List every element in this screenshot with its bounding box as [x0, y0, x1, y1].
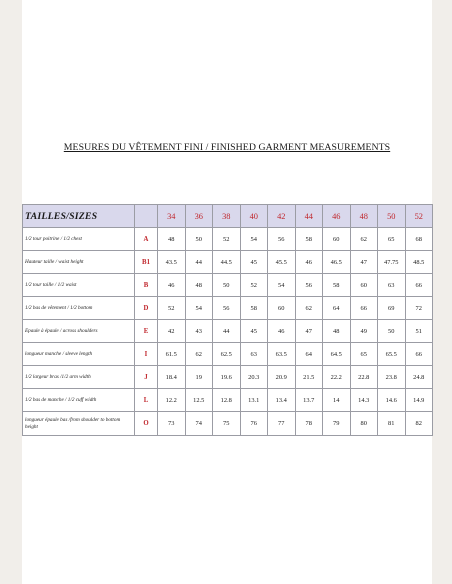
size-header-cell: 52 [405, 205, 433, 228]
measurement-value: 47.75 [378, 251, 406, 274]
measurement-value: 47 [350, 251, 378, 274]
measurement-code: E [135, 320, 158, 343]
measurement-label: longueur épaule bas /from shoulder to bottom height [23, 412, 135, 436]
size-header-cell: 36 [185, 205, 213, 228]
measurement-value: 43.5 [158, 251, 186, 274]
measurement-value: 44 [185, 251, 213, 274]
measurement-value: 65 [350, 343, 378, 366]
measurement-value: 19 [185, 366, 213, 389]
measurement-value: 45 [240, 320, 268, 343]
table-row [23, 343, 433, 366]
measurement-label: 1/2 tour taille / 1/2 waist [23, 274, 135, 297]
measurement-value: 66 [350, 297, 378, 320]
measurement-value: 52 [158, 297, 186, 320]
measurement-value: 69 [378, 297, 406, 320]
measurement-value: 12.5 [185, 389, 213, 412]
measurement-value: 60 [268, 297, 296, 320]
size-header-cell: 48 [350, 205, 378, 228]
measurement-value: 20.9 [268, 366, 296, 389]
measurement-value: 46.5 [323, 251, 351, 274]
measurement-code: O [135, 412, 158, 436]
measurement-value: 56 [213, 297, 241, 320]
measurement-value: 63 [378, 274, 406, 297]
measurement-value: 45 [240, 251, 268, 274]
measurement-value: 81 [378, 412, 406, 436]
measurement-value: 76 [240, 412, 268, 436]
measurement-value: 74 [185, 412, 213, 436]
measurement-value: 52 [240, 274, 268, 297]
measurement-label: Hauteur taille / waist height [23, 251, 135, 274]
measurement-value: 78 [295, 412, 323, 436]
measurement-value: 62 [350, 228, 378, 251]
measurement-value: 58 [240, 297, 268, 320]
measurement-value: 14.9 [405, 389, 433, 412]
measurement-value: 54 [240, 228, 268, 251]
measurement-value: 68 [405, 228, 433, 251]
table-row [23, 389, 433, 412]
measurement-label: 1/2 largeur bras /1/2 arm width [23, 366, 135, 389]
measurement-value: 61.5 [158, 343, 186, 366]
measurement-value: 46 [158, 274, 186, 297]
measurement-value: 44 [213, 320, 241, 343]
measurement-value: 48.5 [405, 251, 433, 274]
measurement-value: 12.8 [213, 389, 241, 412]
size-header-cell: 46 [323, 205, 351, 228]
measurement-value: 51 [405, 320, 433, 343]
measurement-value: 73 [158, 412, 186, 436]
measurement-value: 13.4 [268, 389, 296, 412]
table-row [23, 228, 433, 251]
measurement-value: 64.5 [323, 343, 351, 366]
measurement-value: 54 [268, 274, 296, 297]
measurement-value: 80 [350, 412, 378, 436]
measurement-value: 50 [213, 274, 241, 297]
measurement-value: 62.5 [213, 343, 241, 366]
measurement-value: 46 [268, 320, 296, 343]
measurement-value: 66 [405, 343, 433, 366]
code-header-cell [135, 205, 158, 228]
sizes-header-label: TAILLES/SIZES [23, 205, 135, 228]
table-row [23, 366, 433, 389]
measurement-value: 50 [378, 320, 406, 343]
table-row [23, 297, 433, 320]
measurement-value: 22.2 [323, 366, 351, 389]
measurement-value: 44.5 [213, 251, 241, 274]
size-header-cell: 34 [158, 205, 186, 228]
measurement-value: 20.3 [240, 366, 268, 389]
measurement-value: 60 [350, 274, 378, 297]
page-title: MESURES DU VÊTEMENT FINI / FINISHED GARMENT MEASUREMENTS [63, 142, 391, 153]
measurement-label: 1/2 tour poitrine / 1/2 chest [23, 228, 135, 251]
measurement-code: I [135, 343, 158, 366]
measurement-value: 46 [295, 251, 323, 274]
measurement-value: 62 [295, 297, 323, 320]
measurement-value: 45.5 [268, 251, 296, 274]
size-header-cell: 44 [295, 205, 323, 228]
measurement-value: 82 [405, 412, 433, 436]
measurement-value: 12.2 [158, 389, 186, 412]
measurement-label: longueur manche / sleeve length [23, 343, 135, 366]
measurement-value: 65 [378, 228, 406, 251]
measurement-code: B [135, 274, 158, 297]
measurement-code: B1 [135, 251, 158, 274]
measurements-table [22, 204, 433, 436]
measurement-value: 58 [295, 228, 323, 251]
table-row [23, 320, 433, 343]
measurement-label: 1/2 bas de manche / 1/2 cuff width [23, 389, 135, 412]
document-page [22, 0, 432, 584]
measurement-value: 56 [295, 274, 323, 297]
measurement-code: J [135, 366, 158, 389]
size-header-cell: 38 [213, 205, 241, 228]
table-row [23, 274, 433, 297]
measurement-value: 14.6 [378, 389, 406, 412]
measurement-value: 22.8 [350, 366, 378, 389]
table-header-row [23, 205, 433, 228]
measurement-value: 62 [185, 343, 213, 366]
measurement-value: 66 [405, 274, 433, 297]
measurement-code: D [135, 297, 158, 320]
measurement-value: 77 [268, 412, 296, 436]
size-header-cell: 40 [240, 205, 268, 228]
measurement-value: 48 [158, 228, 186, 251]
measurement-value: 48 [323, 320, 351, 343]
measurement-value: 18.4 [158, 366, 186, 389]
size-header-cell: 42 [268, 205, 296, 228]
measurement-value: 64 [295, 343, 323, 366]
size-header-cell: 50 [378, 205, 406, 228]
table-row [23, 412, 433, 436]
measurement-value: 79 [323, 412, 351, 436]
measurement-value: 58 [323, 274, 351, 297]
measurement-value: 52 [213, 228, 241, 251]
measurement-value: 24.8 [405, 366, 433, 389]
measurement-value: 56 [268, 228, 296, 251]
measurement-value: 19.6 [213, 366, 241, 389]
measurement-value: 14 [323, 389, 351, 412]
measurement-value: 75 [213, 412, 241, 436]
measurement-value: 13.7 [295, 389, 323, 412]
measurement-value: 23.8 [378, 366, 406, 389]
measurement-value: 63.5 [268, 343, 296, 366]
measurement-code: L [135, 389, 158, 412]
measurement-value: 65.5 [378, 343, 406, 366]
measurement-label: 1/2 bas de vêtement / 1/2 bottom [23, 297, 135, 320]
measurement-value: 50 [185, 228, 213, 251]
measurement-value: 21.5 [295, 366, 323, 389]
measurement-code: A [135, 228, 158, 251]
measurement-value: 54 [185, 297, 213, 320]
measurement-value: 14.3 [350, 389, 378, 412]
measurement-value: 42 [158, 320, 186, 343]
measurement-value: 13.1 [240, 389, 268, 412]
measurement-label: Epaule à épaule / across shoulders [23, 320, 135, 343]
table-row [23, 251, 433, 274]
measurement-value: 63 [240, 343, 268, 366]
measurement-value: 43 [185, 320, 213, 343]
measurement-value: 60 [323, 228, 351, 251]
measurement-value: 49 [350, 320, 378, 343]
measurement-value: 64 [323, 297, 351, 320]
measurement-value: 47 [295, 320, 323, 343]
measurement-value: 72 [405, 297, 433, 320]
measurement-value: 48 [185, 274, 213, 297]
